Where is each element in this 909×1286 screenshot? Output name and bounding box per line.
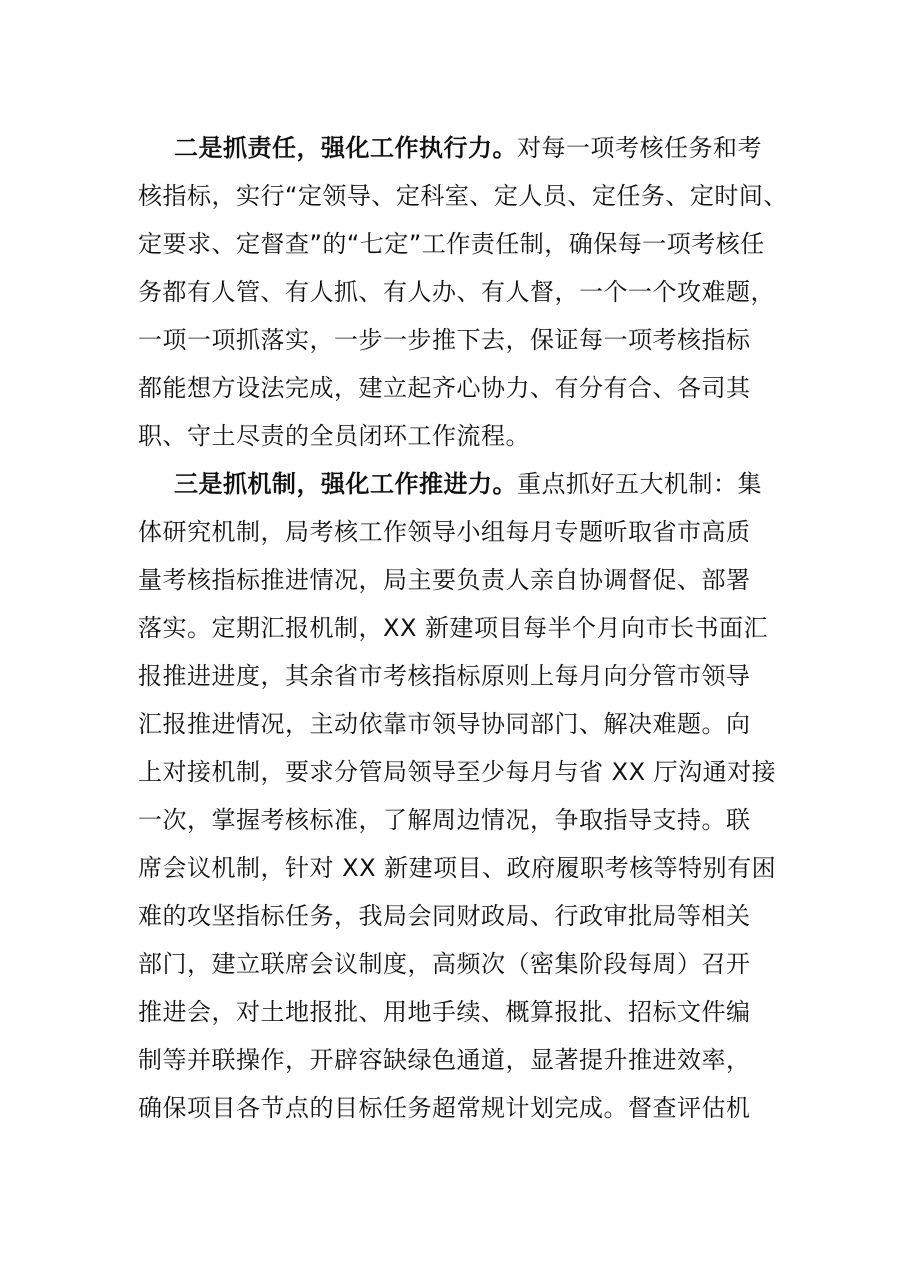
body-line: 难的攻坚指标任务，我局会同财政局、行政审批局等相关 [138, 902, 751, 930]
body-line: 汇报推进情况，主动依靠市领导协同部门、解决难题。向 [138, 710, 751, 738]
body-line: 职、守土尽责的全员闭环工作流程。 [138, 422, 530, 450]
paragraph-first-line [138, 460, 778, 508]
body-line: 上对接机制，要求分管局领导至少每月与省 XX 厅沟通对接 [138, 758, 777, 786]
body-line: 推进会，对土地报批、用地手续、概算报批、招标文件编 [138, 998, 751, 1026]
body-line: 一项一项抓落实，一步一步推下去，保证每一项考核指标 [138, 326, 751, 354]
body-line: 体研究机制，局考核工作领导小组每月专题听取省市高质 [138, 518, 751, 546]
body-line: 定要求、定督查”的“七定”工作责任制，确保每一项考核任 [138, 230, 765, 258]
body-line: 确保项目各节点的目标任务超常规计划完成。督查评估机 [138, 1094, 751, 1122]
body-line: 一次，掌握考核标准，了解周边情况，争取指导支持。联 [138, 806, 751, 834]
body-line: 制等并联操作，开辟容缺绿色通道，显著提升推进效率， [138, 1046, 751, 1074]
body-text: 对每一项考核任务和考 [517, 134, 762, 162]
body-line: 落实。定期汇报机制，XX 新建项目每半个月向市长书面汇 [138, 614, 769, 642]
body-line: 都能想方设法完成，建立起齐心协力、有分有合、各司其 [138, 374, 751, 402]
body-text: 重点抓好五大机制：集 [517, 470, 762, 498]
paragraph-mechanism [138, 460, 778, 1132]
paragraph-heading: 二是抓责任，强化工作执行力。 [174, 134, 517, 162]
body-line: 席会议机制，针对 XX 新建项目、政府履职考核等特别有困 [138, 854, 777, 882]
paragraph-first-line [138, 124, 778, 172]
body-line: 量考核指标推进情况，局主要负责人亲自协调督促、部署 [138, 566, 751, 594]
body-line: 部门，建立联席会议制度，高频次（密集阶段每周）召开 [138, 950, 751, 978]
body-line: 务都有人管、有人抓、有人办、有人督，一个一个攻难题， [138, 278, 775, 306]
paragraph-heading: 三是抓机制，强化工作推进力。 [174, 470, 517, 498]
body-line: 核指标，实行“定领导、定科室、定人员、定任务、定时间、 [138, 182, 788, 210]
paragraph-responsibility [138, 124, 788, 460]
body-line: 报推进进度，其余省市考核指标原则上每月向分管市领导 [138, 662, 751, 690]
